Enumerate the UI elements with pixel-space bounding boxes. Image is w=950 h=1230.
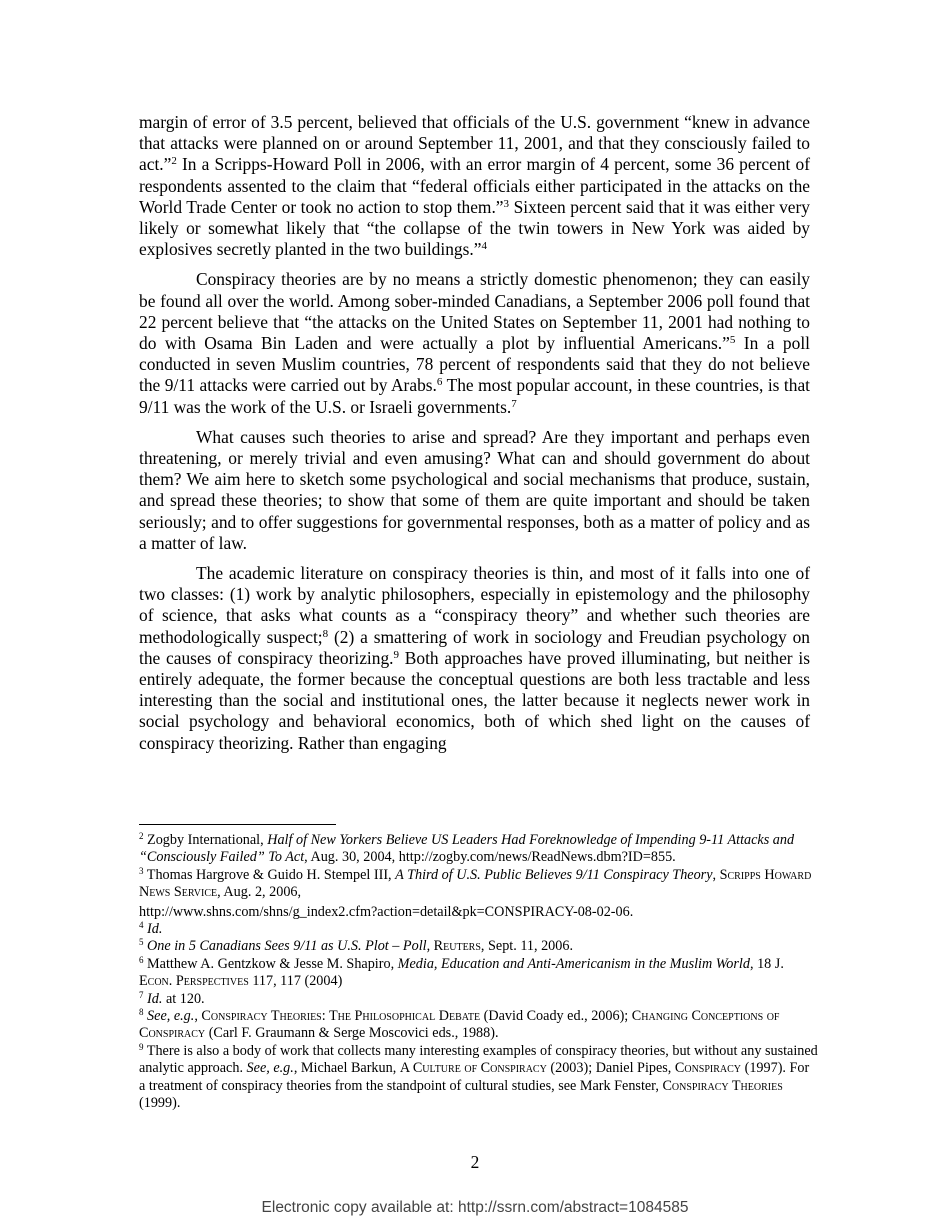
- footnote-ref-5[interactable]: 5: [729, 334, 736, 347]
- footnote-3-url: http://www.shns.com/shns/g_index2.cfm?action=detail&pk=CONSPIRACY-08-02-06.: [139, 903, 634, 920]
- footnote-9: $^9$ There is also a body of work that collects many interesting examples of conspiracy theories, but without any sustained analytic approach. See, e.g., Michael Barkun, A Culture of Conspiracy (2003); Daniel Pipes, Conspiracy (1997). For a treatment of conspiracy theories from the standpoint of cultural studies, see Mark Fenster, Conspiracy Theories (1999).: [139, 1041, 818, 1112]
- footnote-7: $^7$ Id. at 120.: [139, 989, 205, 1007]
- paragraph-3: What causes such theories to arise and spread? Are they important and perhaps even threatening, or merely trivial and even amusing? What can and should government do about them? We aim here to sketch some psychological and social mechanisms that produce, sustain, and spread these theories; to show that some of them are quite important and should be taken seriously; and to offer suggestions for governmental responses, both as a matter of policy and as a matter of law.: [139, 426, 810, 553]
- footnote-5: $^5$ One in 5 Canadians Sees 9/11 as U.S. Plot – Poll, Reuters, Sept. 11, 2006.: [139, 937, 574, 955]
- page-number: 2: [470, 1152, 480, 1172]
- body-text: [139, 112, 810, 763]
- footnotes: [139, 832, 819, 1113]
- footnote-ref-2[interactable]: 2: [171, 155, 177, 168]
- paragraph-1: margin of error of 3.5 percent, believed that officials of the U.S. government “knew in advance that attacks were planned on or around September 11, 2001, and that they consciously failed to act.”$^2$ In a Scripps-Howard Poll in 2006, with an error margin of 4 percent, some 36 percent of respondents assented to the claim that “federal officials either participated in the attacks on the World Trade Center or took no action to stop them.”$^3$ Sixteen percent said that it was either very likely or somewhat likely that “the collapse of the twin towers in New York was aided by explosives secretly planted in the two buildings.”$^4$: [139, 112, 810, 260]
- footnote-ref-9[interactable]: 9: [393, 648, 399, 661]
- footnote-ref-3[interactable]: 3: [503, 197, 510, 210]
- footnote-2: $^2$ Zogby International, Half of New Yorkers Believe US Leaders Had Foreknowledge of Impending 9-11 Attacks and “Consciously Failed” To Act, Aug. 30, 2004, http://zogby.com/news/ReadNews.dbm?ID=855.: [139, 831, 795, 866]
- footnote-3: $^3$ Thomas Hargrove & Guido H. Stempel III, A Third of U.S. Public Believes 9/11 Conspiracy Theory, Scripps Howard News Service, Aug. 2, 2006,: [139, 865, 812, 901]
- footnote-8: $^8$ See, e.g., Conspiracy Theories: The Philosophical Debate (David Coady ed., 2006); Changing Conceptions of Conspiracy (Carl F. Graumann & Serge Moscovici eds., 1988).: [139, 1007, 780, 1042]
- paragraph-2: Conspiracy theories are by no means a strictly domestic phenomenon; they can easily be found all over the world. Among sober-minded Canadians, a September 2006 poll found that 22 percent believe that “the attacks on the United States on September 11, 2001 had nothing to do with Osama Bin Laden and were actually a plot by influential Americans.”$^5$ In a poll conducted in seven Muslim countries, 78 percent of respondents said that they do not believe the 9/11 attacks were carried out by Arabs.$^6$ The most popular account, in these countries, is that 9/11 was the work of the U.S. or Israeli governments.$^7$: [139, 269, 811, 417]
- footnote-ref-8[interactable]: 8: [322, 627, 329, 640]
- footnote-ref-6[interactable]: 6: [436, 376, 443, 389]
- ssrn-footer[interactable]: Electronic copy available at: http://ssrn.com/abstract=1084585: [261, 1199, 689, 1216]
- footnote-separator: [139, 824, 336, 825]
- footnote-ref-7[interactable]: 7: [511, 397, 517, 410]
- footnote-6: $^6$ Matthew A. Gentzkow & Jesse M. Shapiro, Media, Education and Anti-Americanism in the Muslim World, 18 J. Econ. Perspectives 117, 117 (2004): [139, 954, 784, 990]
- footnote-ref-4[interactable]: 4: [481, 240, 487, 253]
- paragraph-4: The academic literature on conspiracy theories is thin, and most of it falls into one of two classes: (1) work by analytic philosophers, especially in epistemology and the philosophy of science, that asks what counts as a “conspiracy theory” and whether such theories are methodologically suspect;$^8$ (2) a smattering of work in sociology and Freudian psychology on the causes of conspiracy theorizing.$^9$ Both approaches have proved illuminating, but neither is entirely adequate, the former because the conceptual questions are both less tractable and less interesting than the social and institutional ones, the latter because it neglects newer work in social psychology and behavioral economics, both of which shed light on the causes of conspiracy theorizing. Rather than engaging: [139, 563, 810, 753]
- footnote-4: $^4$ Id.: [139, 920, 163, 938]
